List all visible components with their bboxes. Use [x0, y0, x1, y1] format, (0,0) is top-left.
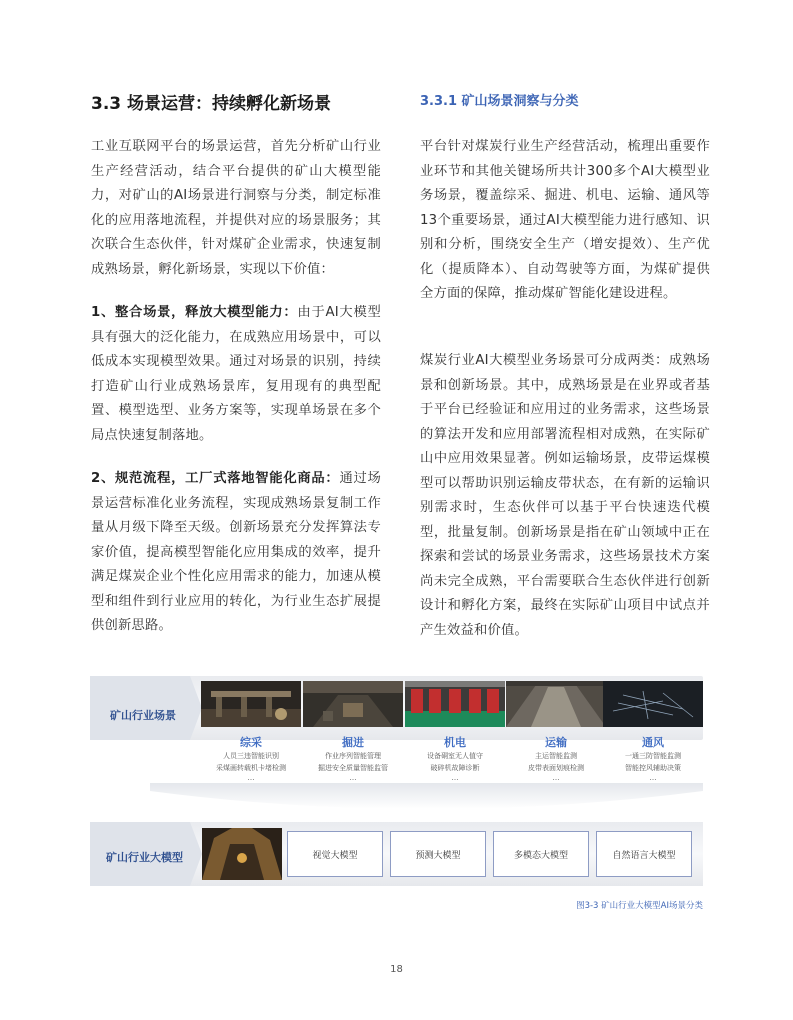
- value-2-title: 2、规范流程，工厂式落地智能化商品：: [91, 471, 340, 486]
- scene-item: 智能控风辅助决策: [625, 764, 681, 772]
- scene-item: 皮带表面划痕检测: [528, 764, 584, 772]
- model-photo-mine: [202, 828, 282, 880]
- scene-name-electromechanical: 机电: [444, 736, 466, 749]
- model-prediction: 预测大模型: [390, 831, 486, 877]
- intro-paragraph: 工业互联网平台的场景运营，首先分析矿山行业生产经营活动，结合平台提供的矿山大模型能力，对矿山的AI场景进行洞察与分类，制定标准化的应用落地流程，并提供对应的场景服务；其次联合生态伙伴，针对煤矿企业需求，快速复制成熟场景，孵化新场景，实现以下价值：: [91, 139, 381, 277]
- scene-name-tunneling: 掘进: [342, 736, 364, 749]
- right-paragraph-1: 平台针对煤炭行业生产经营活动，梳理出重要作业环节和其他关键场所共计300多个AI大模型业务场景，覆盖综采、掘进、机电、运输、通风等13个重要场景，通过AI大模型能力进行感知、识别和分析，围绕安全生产（增安提效）、生产优化（提质降本）、自动驾驶等方面，为煤矿提供全方面的保障，推动煤矿智能化建设进程。: [420, 139, 710, 301]
- scene-item: 人员三违智能识别: [223, 752, 279, 760]
- scene-item-ellipsis: …: [649, 774, 657, 782]
- connector-fan: [150, 783, 703, 823]
- photo-transport: [506, 681, 606, 727]
- right-paragraph-2: 煤炭行业AI大模型业务场景可分成两类：成熟场景和创新场景。其中，成熟场景是在业界或者基于平台已经验证和应用过的业务需求，这些场景的算法开发和应用部署流程相对成熟，在实际矿山中应用效果显著。例如运输场景，皮带运煤模型可以帮助识别运输皮带状态，在有新的运输识别需求时，生态伙伴可以基于平台快速迭代模型，批量复制。创新场景是指在矿山领域中正在探索和尝试的场景业务需求，这些场景技术方案尚未完全成熟，平台需要联合生态伙伴进行创新设计和孵化方案，最终在实际矿山项目中试点并产生效益和价值。: [420, 353, 710, 638]
- model-nlp: 自然语言大模型: [596, 831, 692, 877]
- figure-caption: 图3-3 矿山行业大模型AI场景分类: [576, 901, 703, 911]
- subsection-heading: 3.3.1 矿山场景洞察与分类: [420, 94, 579, 109]
- value-1-title: 1、整合场景，释放大模型能力：: [91, 305, 298, 320]
- scene-item-ellipsis: …: [247, 774, 255, 782]
- scene-item: 主运智能监测: [535, 752, 577, 760]
- model-multimodal: 多模态大模型: [493, 831, 589, 877]
- scene-item: 掘进安全质量智能监管: [318, 764, 388, 772]
- value-1-paragraph: [91, 301, 381, 448]
- scene-name-ventilation: 通风: [642, 736, 664, 749]
- value-2-paragraph: [91, 467, 381, 639]
- scene-label: 矿山行业场景: [110, 709, 176, 722]
- scene-name-fully-mechanized: 综采: [240, 736, 262, 749]
- model-vision: 视觉大模型: [287, 831, 383, 877]
- scene-name-transport: 运输: [545, 736, 567, 749]
- value-1-text: 由于AI大模型具有强大的泛化能力，在成熟应用场景中，可以低成本实现模型效果。通过对场景的识别，持续打造矿山行业成熟场景库，复用现有的典型配置、模型选型、业务方案等，实现单场景在多个局点快速复制落地。: [91, 305, 381, 443]
- scene-item: 破碎机故障诊断: [430, 764, 480, 772]
- page-number: 18: [390, 964, 403, 975]
- scene-item: 作业序列智能管理: [325, 752, 381, 760]
- scene-item: 采煤画转载机卡堵检测: [216, 764, 286, 772]
- photo-electromechanical: [405, 681, 505, 727]
- value-2-text: 通过场景运营标准化业务流程，实现成熟场景复制工作量从月级下降至天级。创新场景充分发挥算法专家价值，提高模型智能化应用集成的效率，提升满足煤炭企业个性化应用需求的能力，加速从模型和组件到行业应用的转化，为行业生态扩展提供创新思路。: [91, 471, 381, 633]
- section-heading: 3.3 场景运营：持续孵化新场景: [91, 94, 332, 114]
- scene-item: 设备硐室无人值守: [427, 752, 483, 760]
- model-label: 矿山行业大模型: [106, 851, 183, 864]
- scene-item-ellipsis: …: [349, 774, 357, 782]
- scene-item-ellipsis: …: [451, 774, 459, 782]
- photo-ventilation: [603, 681, 703, 727]
- scene-item: 一通三防智能监测: [625, 752, 681, 760]
- photo-fully-mechanized: [201, 681, 301, 727]
- photo-tunneling: [303, 681, 403, 727]
- scene-item-ellipsis: …: [552, 774, 560, 782]
